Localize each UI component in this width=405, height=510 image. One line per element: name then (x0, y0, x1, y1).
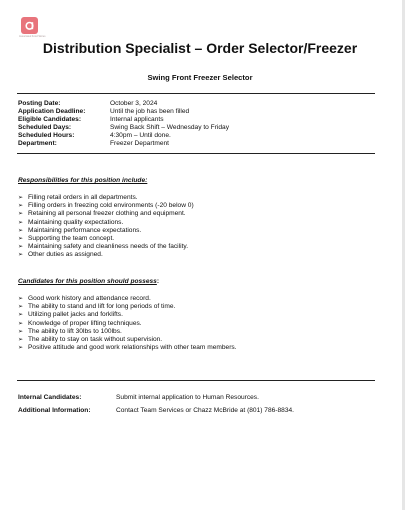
arrow-bullet-icon: ➢ (18, 195, 23, 201)
company-logo (19, 17, 46, 41)
list-item (18, 227, 194, 235)
list-item (18, 235, 194, 243)
footer-label: Additional Information: (18, 406, 91, 414)
list-item-text: Knowledge of proper lifting techniques. (28, 319, 142, 327)
list-item-text: The ability to stay on task without supervision. (28, 336, 163, 344)
list-item (18, 344, 237, 352)
footer-row-internal (18, 392, 294, 405)
qualifications-heading (18, 278, 159, 285)
detail-row-days (18, 124, 229, 132)
list-item (18, 251, 194, 259)
list-item (18, 328, 237, 336)
qualifications-heading-colon: : (156, 278, 160, 285)
detail-label: Department: (18, 139, 57, 147)
list-item (18, 210, 194, 218)
list-item-text: Maintaining performance expectations. (28, 226, 142, 234)
detail-value: Swing Back Shift – Wednesday to Friday (110, 123, 229, 131)
arrow-bullet-icon: ➢ (18, 219, 23, 226)
divider-top (17, 93, 375, 94)
arrow-bullet-icon: ➢ (18, 203, 23, 210)
list-item (18, 194, 194, 202)
list-item-text: Maintaining quality expectations. (28, 218, 124, 226)
list-item-text: Good work history and attendance record. (28, 295, 151, 302)
list-item-text: Filling orders in freezing cold environments (-20 below 0) (28, 202, 194, 210)
list-item-text: Utilizing pallet jacks and forklifts. (28, 311, 123, 319)
detail-label: Application Deadline: (18, 107, 86, 115)
arrow-bullet-icon: ➢ (18, 312, 23, 319)
list-item-text: The ability to lift 30lbs to 100lbs. (28, 327, 122, 335)
arrow-bullet-icon: ➢ (18, 227, 23, 234)
detail-label: Posting Date: (18, 100, 61, 107)
detail-row-eligible (18, 116, 229, 124)
detail-value: Until the job has been filled (110, 107, 190, 115)
divider-footer (17, 380, 375, 381)
detail-row-department (18, 140, 229, 148)
list-item-text: Positive attitude and good work relationships with other team members. (28, 344, 237, 352)
list-item (18, 336, 237, 344)
arrow-bullet-icon: ➢ (18, 211, 23, 218)
job-title: Distribution Specialist – Order Selector/Freezer (42, 40, 358, 56)
arrow-bullet-icon: ➢ (18, 337, 23, 344)
detail-value: 4:30pm – Until done. (110, 131, 171, 139)
detail-row-posting-date (18, 100, 229, 108)
list-item-text: Maintaining safety and cleanliness needs of the facility. (28, 243, 189, 251)
list-item-text: Filling retail orders in all departments. (28, 194, 138, 201)
list-item (18, 320, 237, 328)
divider-details (17, 153, 375, 154)
detail-label: Eligible Candidates: (18, 115, 82, 123)
footer-value: Submit internal application to Human Resources. (116, 394, 259, 401)
detail-value: October 3, 2024 (110, 100, 158, 107)
arrow-bullet-icon: ➢ (18, 328, 23, 335)
list-item-text: Retaining all personal freezer clothing and equipment. (28, 210, 186, 218)
list-item (18, 311, 237, 319)
arrow-bullet-icon: ➢ (18, 252, 23, 259)
arrow-bullet-icon: ➢ (18, 320, 23, 327)
arrow-bullet-icon: ➢ (18, 304, 23, 311)
arrow-bullet-icon: ➢ (18, 296, 23, 302)
footer-row-additional (18, 405, 294, 418)
list-item (18, 243, 194, 251)
list-item (18, 303, 237, 311)
list-item (18, 295, 237, 303)
list-item (18, 202, 194, 210)
list-item-text: Other duties as assigned. (28, 251, 103, 259)
logo-caption: Associated Food Stores (19, 35, 46, 38)
arrow-bullet-icon: ➢ (18, 345, 23, 352)
footer-value: Contact Team Services or Chazz McBride at (801) 786-8834. (116, 406, 294, 414)
responsibilities-heading: Responsibilities for this position include: (18, 177, 148, 184)
detail-value: Internal applicants (110, 115, 164, 123)
footer-label: Internal Candidates: (18, 394, 82, 401)
arrow-bullet-icon: ➢ (18, 244, 23, 251)
detail-row-hours (18, 132, 229, 140)
list-item (18, 219, 194, 227)
responsibilities-list (18, 194, 194, 260)
job-subtitle: Swing Front Freezer Selector (147, 73, 253, 82)
detail-value: Freezer Department (110, 139, 169, 147)
logo-mark-icon (21, 17, 38, 34)
qualifications-heading-text: Candidates for this position should possess (18, 278, 157, 285)
arrow-bullet-icon: ➢ (18, 236, 23, 243)
posting-details (18, 100, 229, 147)
detail-row-deadline (18, 108, 229, 116)
detail-label: Scheduled Days: (18, 123, 72, 131)
contact-info (18, 392, 294, 417)
detail-label: Scheduled Hours: (18, 131, 75, 139)
qualifications-list (18, 295, 237, 352)
list-item-text: Supporting the team concept. (28, 235, 115, 243)
list-item-text: The ability to stand and lift for long periods of time. (28, 303, 176, 311)
